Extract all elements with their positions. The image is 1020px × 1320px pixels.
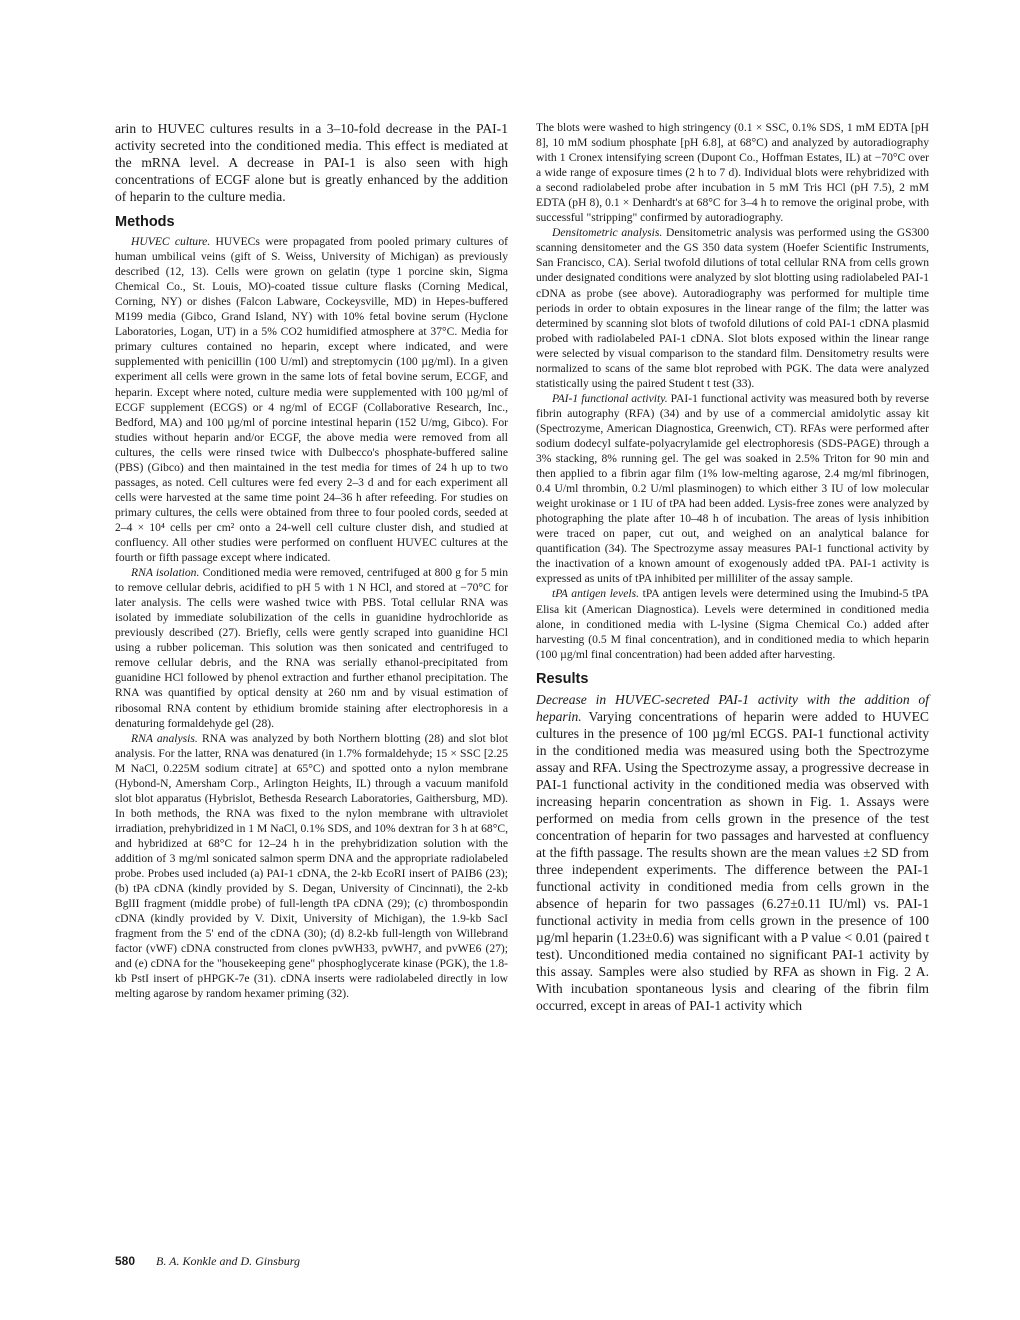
- results-paragraph: [536, 691, 929, 1014]
- rna-analysis-text: RNA was analyzed by both Northern blotting (28) and slot blot analysis. For the latter, RNA was denatured (in 1.7% formaldehyde; 15 × SSC [2.25 M NaCl, 0.225M sodium citrate] at 65°C) and spotted onto a nylon membrane (Hybond-N, Amersham Corp., Arlington Heights, IL) through a vacuum manifold slot blot apparatus (Hybrislot, Bethesda Research Laboratories, Gaithersburg, MD). In both methods, the RNA was fixed to the nylon membrane with ultraviolet irradiation, prehybridized in 1 M NaCl, 0.1% SDS, and 10% dextran for 3 h at 68°C, and hybridized at 68°C for 12–24 h in the prehybridization solution with the addition of 3 mg/ml sonicated salmon sperm DNA and the appropriate radiolabeled probe. Probes used included (a) PAI-1 cDNA, the 2-kb EcoRI insert of PAIB6 (23); (b) tPA cDNA (kindly provided by S. Degan, University of Cincinnati), the 2-kb BglII fragment (middle probe) of full-length tPA cDNA (29); (c) thrombospondin cDNA (kindly provided by V. Dixit, University of Michigan), the 1.9-kb SacI fragment from the 5' end of the cDNA (30); (d) 8.2-kb full-length von Willebrand factor (vWF) cDNA constructed from clones pvWH33, pvWH7, and pvWE6 (27); and (e) cDNA for the "housekeeping gene" phosphoglycerate kinase (PGK), the 1.8-kb PstI insert of pHPGK-7e (31). cDNA inserts were radiolabeled directly in low melting agarose by random hexamer priming (32).: [115, 731, 508, 1001]
- tpa-antigen-text: tPA antigen levels were determined using the Imubind-5 tPA Elisa kit (American Diagnostica). Levels were determined in conditioned media alone, in conditioned media with L-lysine (Sigma Chemical Co.) added after harvesting (0.5 M final concentration), and in conditioned media to which heparin (100 µg/ml final concentration) had been added after harvesting.: [536, 587, 929, 661]
- methods-heading: Methods: [115, 214, 175, 230]
- rna-isolation-title: RNA isolation.: [131, 566, 200, 580]
- running-authors: B. A. Konkle and D. Ginsburg: [156, 1254, 301, 1268]
- right-column: [536, 120, 929, 1014]
- page-number: 580: [115, 1254, 136, 1268]
- results-title: Decrease in HUVEC-secreted PAI-1 activity with the addition of heparin.: [536, 691, 929, 724]
- intro-paragraph: arin to HUVEC cultures results in a 3–10-fold decrease in the PAI-1 activity secreted into the conditioned media. This effect is mediated at the mRNA level. A decrease in PAI-1 is also seen with high concentrations of ECGF alone but is greatly enhanced by the addition of heparin to the culture media.: [115, 121, 508, 204]
- densitometric-title: Densitometric analysis.: [552, 226, 663, 240]
- pai1-activity-text: PAI-1 functional activity was measured both by reverse fibrin autography (RFA) (34) and by use of a commercial amidolytic assay kit (Spectrozyme, American Diagnostica, Greenwich, CT). RFAs were performed after sodium dodecyl sulfate-polyacrylamide gel electrophoresis (SDS-PAGE) through a 3% stacking, 8% running gel. The gel was soaked in 2.5% Triton for 90 min and then applied to a fibrin agar film (1% low-melting agarose, 2.4 mg/ml fibrinogen, 0.4 U/ml thrombin, 0.2 U/ml plasminogen) to which either 3 IU of low molecular weight urokinase or 1 IU of tPA had been added. Lysis-free zones were analyzed by photographing the plate after 10–48 h of incubation. The areas of lysis inhibition were traced on paper, cut out, and weighed on an analytical balance for quantification (34). The Spectrozyme assay measures PAI-1 functional activity by the inactivation of a known amount of exogenously added tPA. PAI-1 activity is expressed as units of tPA inhibited per milliliter of the assay sample.: [536, 391, 929, 586]
- huvec-culture-paragraph: [115, 234, 508, 565]
- huvec-culture-title: HUVEC culture.: [131, 235, 211, 249]
- page-footer: [115, 1254, 300, 1269]
- blots-paragraph: The blots were washed to high stringency (0.1 × SSC, 0.1% SDS, 1 mM EDTA [pH 8], 10 mM sodium phosphate [pH 6.8], at 68°C) and analyzed by autoradiography with 1 Cronex intensifying screen (Dupont Co., Hoffman Estates, IL) at −70°C over a wide range of exposure times (2 h to 7 d). Individual blots were rehybridized with a second radiolabeled probe after incubation in 5 mM Tris HCl (pH 7.5), 2 mM EDTA (pH 8), 0.1 × Denhardt's at 68°C for 3–4 h to remove the original probe, with successful "stripping" confirmed by autoradiography.: [536, 121, 929, 225]
- densitometric-paragraph: [536, 225, 929, 391]
- rna-analysis-title: RNA analysis.: [131, 731, 198, 745]
- results-text: Varying concentrations of heparin were added to HUVEC cultures in the presence of 100 µg/ml ECGS. PAI-1 functional activity in the conditioned media was measured using both the Spectrozyme assay and RFA. Using the Spectrozyme assay, a progressive decrease in PAI-1 functional activity in the conditioned media was observed with increasing heparin concentration as shown in Fig. 1. Assays were performed on media from cells grown in the presence of the test concentration of heparin for two passages and harvested at confluency at the fifth passage. The results shown are the mean values ±2 SD from three independent experiments. The difference between the PAI-1 functional activity in conditioned media from cells grown in the absence of heparin for two passages (6.27±0.11 IU/ml) vs. PAI-1 functional activity in media from cells grown in the presence of 100 µg/ml heparin (1.23±0.6) was significant with a P value < 0.01 (paired t test). Unconditioned media contained no significant PAI-1 activity by this assay. Samples were also studied by RFA as shown in Fig. 2 A. With incubation spontaneous lysis and clearing of the fibrin film occurred, except in areas of PAI-1 activity which: [536, 708, 929, 1013]
- rna-isolation-paragraph: [115, 565, 508, 731]
- pai1-activity-paragraph: [536, 391, 929, 587]
- results-heading: Results: [536, 670, 589, 687]
- rna-analysis-paragraph: [115, 731, 508, 1002]
- pai1-activity-title: PAI-1 functional activity.: [552, 391, 668, 405]
- left-column: [115, 120, 508, 1001]
- huvec-culture-text: HUVECs were propagated from pooled primary cultures of human umbilical veins (gift of S. Weiss, University of Michigan) as previously described (12, 13). Cells were grown on gelatin (type 1 porcine skin, Sigma Chemical Co., St. Louis, MO)-coated tissue culture flasks (Corning Medical, Corning, NY) or dishes (Falcon Labware, Cockeysville, MD) in Hepes-buffered M199 media (Gibco, Grand Island, NY) with 10% fetal bovine serum (Hyclone Laboratories, Logan, UT) in a 5% CO2 humidified atmosphere at 37°C. Media for primary cultures contained no heparin, except where indicated, and were supplemented with penicillin (100 U/ml) and streptomycin (100 µg/ml). In a given experiment all cells were grown in the same lots of fetal bovine serum, ECGF, and heparin. Except where noted, culture media were supplemented with 100 µg/ml of ECGF supplement (ECGS) or 4 ng/ml of ECGF (Collaborative Research, Inc., Bedford, MA) and 100 µg/ml of porcine intestinal heparin (152 U/mg, Gibco). For studies without heparin and/or ECGF, the above media were removed from all cultures, the cells were rinsed twice with Dulbecco's phosphate-buffered saline (PBS) (Gibco) and then maintained in the test media for times of 24 h up to two passages, as noted. Cell cultures were fed every 2–3 d and for each experiment all cells were harvested at the same time point 24–36 h after refeeding. For studies on primary cultures, the cells were obtained from three to four pooled cords, seeded at 2–4 × 10⁴ cells per cm² onto a 24-well cell culture cluster dish, and studied at confluency. All other studies were performed on confluent HUVEC cultures at the fourth or fifth passage except where indicated.: [115, 235, 508, 565]
- tpa-antigen-title: tPA antigen levels.: [552, 587, 639, 601]
- tpa-antigen-paragraph: [536, 586, 929, 661]
- densitometric-text: Densitometric analysis was performed using the GS300 scanning densitometer and the GS 350 data system (Hoefer Scientific Instruments, San Francisco, CA). Serial twofold dilutions of total cellular RNA from cells grown under designated conditions were analyzed by slot blotting using radiolabeled PAI-1 cDNA as probe (see above). Autoradiography was performed for multiple time periods in order to obtain exposures in the linear range of the film; the latter was determined by scanning slot blots of twofold dilutions of cold PAI-1 cDNA plasmid probed with radiolabeled PAI-1 cDNA. Slot blots exposed within the linear range were selected by visual comparison to the standard film. Densitometry results were normalized to scans of the same blot reprobed with PGK. The data were analyzed statistically using the paired Student t test (33).: [536, 226, 929, 390]
- rna-isolation-text: Conditioned media were removed, centrifuged at 800 g for 5 min to remove cellular debris, acidified to pH 5 with 1 N HCl, and stored at −70°C for later analysis. The cells were washed twice with PBS. Total cellular RNA was isolated by immediate solubilization of the cells in guanidine hydrochloride as previously described (27). Briefly, cells were gently scraped into guanidine HCl using a rubber policeman. This solution was then sonicated and centrifuged to remove cellular debris, and the RNA was serially ethanol-precipitated from guanidine HCl followed by phenol extraction and further ethanol precipitation. The RNA was quantified by optical density at 260 nm and by visual estimation of ribosomal RNA content by ethidium bromide staining after electrophoresis in a denaturing formaldehyde gel (28).: [115, 566, 508, 730]
